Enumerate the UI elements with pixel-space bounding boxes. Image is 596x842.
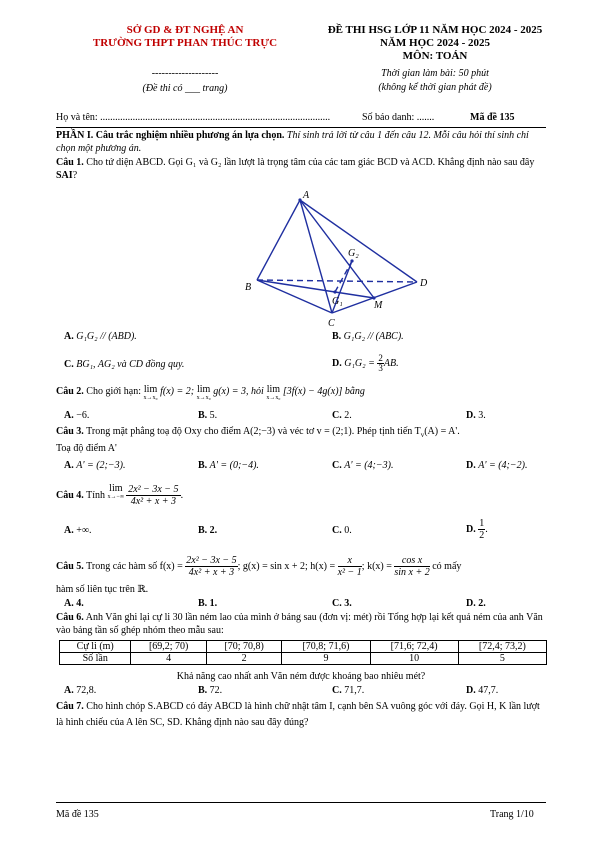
q4-option-a[interactable]: A. +∞. (64, 525, 92, 536)
q2-option-d[interactable]: D. 3. (466, 410, 486, 421)
q5-option-a[interactable]: A. 4. (64, 598, 84, 609)
question-7: Câu 7. Cho hình chóp S.ABCD có đáy ABCD là hình chữ nhật tâm I, cạnh bên SA vuông góc với đáy. Gọi H, K lần lượt là hình chiếu của A lên SC, SD. Khẳng định nào sau đây đúng? (56, 701, 540, 728)
q1-option-d[interactable]: D. G₁G₂ = $\frac{2}{3}$ AB. (332, 353, 399, 373)
median-am (300, 200, 374, 298)
q2-option-c[interactable]: C. 2. (332, 410, 352, 421)
q4-fraction: $\frac{\text{2x² − 3x − 5}}{\text{4x² + x + 3}}$ (128, 484, 179, 507)
q3-option-b[interactable]: B. A' = (0;−4). (198, 460, 259, 471)
table-cell: [71,6; 72,4) (370, 641, 458, 653)
table-cell: 10 (370, 653, 458, 665)
question-5-line2: hàm số liên tục trên ℝ. (56, 584, 149, 595)
point-g2 (350, 259, 353, 262)
footer-page-number: Trang 1/10 (490, 809, 534, 820)
student-name-field: Họ và tên: ............................................................................................ (56, 112, 331, 123)
header-dashes: -------------------- (151, 68, 219, 79)
q3-option-c[interactable]: C. A' = (4;−3). (332, 460, 394, 471)
frequency-table (59, 640, 547, 665)
question-5: Câu 5. Trong các hàm số f(x) = $\frac{\text{2x² − 3x − 5}}{\text{4x² + x + 3}}$ ; g(x) = sin x + 2; h(x) = $\frac{x}{\text{x² − 1}}$ ; k(x) = $\frac{\text{cos x}}{\text{sin x + 2}}$ có mấy (56, 555, 462, 578)
q5-k-fraction: $\frac{\text{cos x}}{\text{sin x + 2}}$ (394, 555, 430, 578)
q6-option-c[interactable]: C. 71,7. (332, 685, 365, 696)
edge-ad (300, 200, 417, 282)
q1-option-c[interactable]: C. BG₁, AG₂ và CD đồng quy. (64, 359, 185, 370)
q5-option-c[interactable]: C. 3. (332, 598, 352, 609)
question-3-line2: Toạ độ điểm A' (56, 443, 117, 454)
label-c: C (328, 318, 335, 329)
label-a: A (303, 190, 310, 201)
exam-year: NĂM HỌC 2024 - 2025 (380, 37, 490, 49)
header-rule (56, 127, 546, 128)
table-cell: 4 (131, 653, 206, 665)
table-cell: 9 (282, 653, 370, 665)
q2-lim-2: lim x→x₀ (196, 384, 211, 401)
table-cell: [69,2; 70) (131, 641, 206, 653)
question-6-prompt: Khả năng cao nhất anh Văn ném được khoảng bao nhiêu mét? (176, 671, 426, 682)
segment-g1g2 (335, 261, 352, 292)
q3-option-d[interactable]: D. A' = (4;−2). (466, 460, 528, 471)
question-1-text: Cho tứ diện ABCD. Gọi G₁ và G₂ lần lượt là trọng tâm của các tam giác BCD và ACD. Khẳng định nào sau đây (83, 157, 535, 168)
table-cell: [70,8; 71,6) (282, 641, 370, 653)
q6-option-a[interactable]: A. 72,8. (64, 685, 97, 696)
hidden-edge-bd (257, 280, 417, 282)
table-cell: [72,4; 73,2) (458, 641, 546, 653)
q6-option-b[interactable]: B. 72. (198, 685, 223, 696)
table-cell: Cự li (m) (60, 641, 131, 653)
part1-instructions: Thí sinh trả lời từ câu 1 đến câu 12. Mỗi câu hỏi thí sinh chỉ chọn một phương án. (56, 130, 529, 154)
edge-ab (257, 200, 300, 280)
median-bm (257, 280, 374, 298)
q2-lim-3: lim x→x₀ (266, 384, 281, 401)
q1-option-b[interactable]: B. G₁G₂ // (ABC). (332, 331, 404, 342)
q4-option-b[interactable]: B. 2. (198, 525, 218, 536)
part1-title: PHẦN I. Câu trắc nghiệm nhiều phương án lựa chọn. (56, 130, 285, 141)
q4-lim: lim x→−∞ (107, 483, 125, 500)
school-name: TRƯỜNG THPT PHAN THÚC TRỰC (92, 37, 278, 49)
footer-exam-code: Mã đề 135 (56, 809, 99, 820)
footer-rule (56, 802, 546, 803)
table-cell: [70; 70,8) (206, 641, 281, 653)
label-d: D (420, 278, 428, 289)
question-1-label: Câu 1. (56, 157, 84, 168)
exam-title: ĐỀ THI HSG LỚP 11 NĂM HỌC 2024 - 2025 (327, 24, 543, 36)
q5-option-d[interactable]: D. 2. (466, 598, 486, 609)
point-g1 (333, 290, 336, 293)
table-cell: Số lần (60, 653, 131, 665)
question-1-end: ? (72, 170, 78, 181)
exam-subject: MÔN: TOÁN (402, 50, 468, 62)
part1-heading (56, 129, 546, 155)
edge-bc (257, 280, 332, 313)
dept-name: SỞ GD & ĐT NGHỆ AN (126, 24, 244, 36)
question-1-emph: SAI (56, 170, 73, 181)
exam-code: Mã đề 135 (470, 112, 515, 123)
point-a (298, 198, 301, 201)
label-m: M (374, 300, 383, 311)
label-g2: G₂ (348, 248, 359, 259)
exam-time-note: (không kể thời gian phát đề) (378, 82, 492, 93)
label-g1: G₁ (332, 296, 343, 307)
q5-h-fraction: $\frac{x}{\text{x² − 1}}$ (337, 555, 362, 578)
q4-option-c[interactable]: C. 0. (332, 525, 352, 536)
question-3: Câu 3. Trong mặt phẳng toạ độ Oxy cho điểm A(2;−3) và véc tơ v = (2;1). Phép tịnh tiến $T_v(A) = A'$. (56, 426, 460, 439)
q5-f-fraction: $\frac{\text{2x² − 3x − 5}}{\text{4x² + x + 3}}$ (186, 555, 237, 578)
pages-note: (Đề thi có ___ trang) (142, 83, 228, 94)
q2-option-b[interactable]: B. 5. (198, 410, 218, 421)
table-header-row (60, 641, 547, 653)
exam-time: Thời gian làm bài: 50 phút (381, 68, 489, 79)
tetrahedron-figure (240, 188, 440, 334)
q4-option-d[interactable]: D. $\frac{1}{2}$ . (466, 518, 488, 541)
question-1 (56, 156, 546, 182)
q2-option-a[interactable]: A. −6. (64, 410, 90, 421)
edge-ac (300, 200, 332, 313)
q1-option-a[interactable]: A. G₁G₂ // (ABD). (64, 331, 137, 342)
table-cell: 2 (206, 653, 281, 665)
label-b: B (245, 282, 252, 293)
table-cell: 5 (458, 653, 546, 665)
q6-option-d[interactable]: D. 47,7. (466, 685, 499, 696)
student-id-field: Số báo danh: ....... (362, 112, 435, 123)
q5-option-b[interactable]: B. 1. (198, 598, 218, 609)
question-4: Câu 4. Tính lim x→−∞ $\frac{\text{2x² − 3x − 5}}{\text{4x² + x + 3}}$ . (56, 483, 184, 507)
question-6: Câu 6. Anh Văn ghi lại cự li 30 lần ném lao của mình ở bảng sau (đơn vị: mét) rồi Tổng hợp lại kết quả ném của anh Văn vào bảng tần số ghép nhóm theo mẫu sau: (56, 612, 543, 636)
q4-d-fraction: $\frac{1}{2}$ (479, 518, 485, 541)
q1-d-fraction: $\frac{2}{3}$ (378, 353, 383, 373)
table-row (60, 653, 547, 665)
question-2: Câu 2. Cho giới hạn: lim x→x₀ f(x) = 2; lim x→x₀ g(x) = 3, hỏi lim x→x₀ [3f(x) − 4g(x)] bằng (56, 384, 365, 401)
q3-option-a[interactable]: A. A' = (2;−3). (64, 460, 126, 471)
q2-lim-1: lim x→x₀ (143, 384, 158, 401)
